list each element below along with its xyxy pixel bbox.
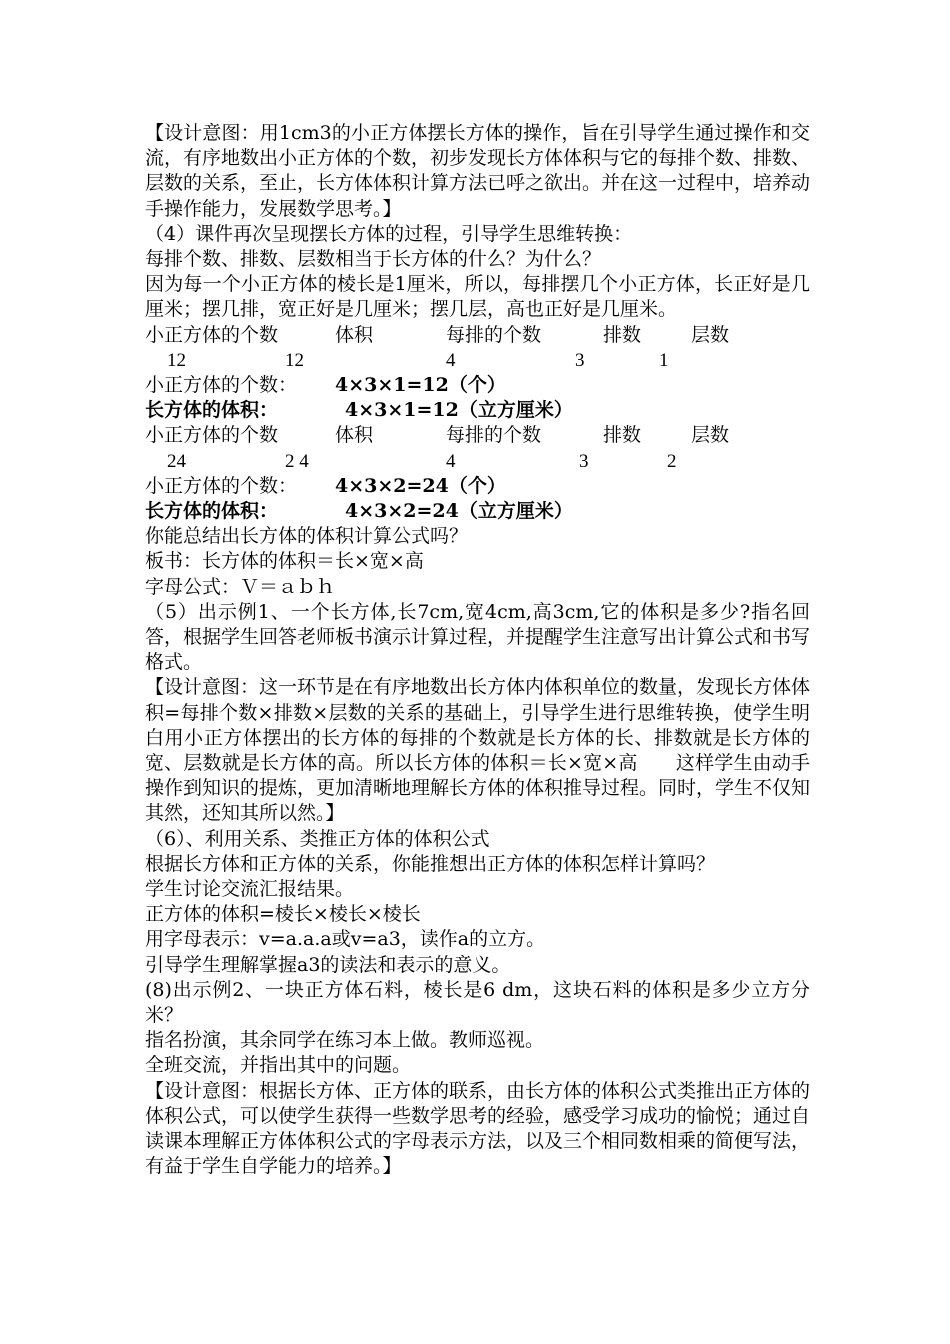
document-body <box>145 121 810 1179</box>
example-2-paragraph: (8)出示例2、一块正方体石料，棱长是6 dm，这块石料的体积是多少立方分米？ <box>145 978 810 1026</box>
table2-value-volume: 2 4 <box>285 450 309 472</box>
table2-value-rows: 3 <box>579 450 589 472</box>
count-label: 小正方体的个数： <box>145 474 298 497</box>
count-formula: 4×3×1=12（个） <box>335 374 506 396</box>
table1-header-row <box>145 323 810 348</box>
table2-value-count: 24 <box>167 450 186 472</box>
a3-meaning-line: 引导学生理解掌握a3的读法和表示的意义。 <box>145 953 511 976</box>
question-line: 每排个数、排数、层数相当于长方体的什么？为什么？ <box>145 248 602 271</box>
table2-header-layers: 层数 <box>691 424 730 447</box>
table1-header-count: 小正方体的个数 <box>145 323 279 346</box>
design-intent-paragraph-1: 【设计意图：用1cm3的小正方体摆长方体的操作，旨在引导学生通过操作和交流，有序地数出小正方体的个数，初步发现长方体体积与它的每排个数、排数、层数的关系，至止，长方体体积计算方法已呼之欲出。并在这一过程中，培养动手操作能力，发展数学思考。】 <box>145 122 811 220</box>
volume-formula-1 <box>145 398 810 423</box>
table1-value-row <box>145 348 810 373</box>
table2-header-per-row: 每排的个数 <box>446 424 542 447</box>
step-6-heading: （6）、利用关系、类推正方体的体积公式 <box>145 827 490 850</box>
cube-letter-formula: 用字母表示：v=a.a.a或v=a3，读作a的立方。 <box>145 928 546 951</box>
table1-value-per-row: 4 <box>446 349 456 371</box>
blackboard-formula: 板书：长方体的体积＝长×宽×高 <box>145 550 424 573</box>
practice-line: 指名扮演，其余同学在练习本上做。教师巡视。 <box>145 1029 545 1052</box>
table2-header-volume: 体积 <box>335 424 374 447</box>
design-intent-paragraph-2: 【设计意图：这一环节是在有序地数出长方体内体积单位的数量，发现长方体体积=每排个数×排数×层数的关系的基础上，引导学生进行思维转换，使学生明白用小正方体摆出的长方体的每排的个数就是长方体的长、排数就是长方体的宽、层数就是长方体的高。所以长方体的体积＝长×宽×高 这样学生由动手操作到知识的提炼，更加清晰地理解长方体的体积推导过程。同时，学生不仅知其然，还知其所以然。】 <box>145 676 811 825</box>
table2-header-row <box>145 423 810 448</box>
example-1-paragraph: （5）出示例1、一个长方体,长7cm,宽4cm,高3cm,它的体积是多少?指名回答，根据学生回答老师板书演示计算过程，并提醒学生注意写出计算公式和书写格式。 <box>145 600 811 674</box>
table2-header-rows: 排数 <box>603 424 642 447</box>
table2-value-row <box>145 449 810 474</box>
table1-header-rows: 排数 <box>603 323 642 346</box>
class-exchange-line: 全班交流，并指出其中的问题。 <box>145 1054 412 1077</box>
table1-value-count: 12 <box>167 349 186 371</box>
volume-formula: 4×3×2=24（立方厘米） <box>345 499 573 522</box>
step-4-heading: （4）课件再次呈现摆长方体的过程，引导学生思维转换： <box>145 222 633 245</box>
table1-header-layers: 层数 <box>691 323 730 346</box>
table1-header-per-row: 每排的个数 <box>446 323 542 346</box>
volume-formula-2 <box>145 499 810 524</box>
count-formula: 4×3×2=24（个） <box>335 474 506 497</box>
letter-formula: 字母公式：Ｖ＝ａｂｈ <box>145 575 336 598</box>
table1-header-volume: 体积 <box>335 323 374 346</box>
table2-value-layers: 2 <box>667 450 677 472</box>
summary-question: 你能总结出长方体的体积计算公式吗？ <box>145 525 469 548</box>
table1-value-volume: 12 <box>285 349 304 371</box>
count-formula-2 <box>145 474 810 499</box>
cube-volume-formula: 正方体的体积=棱长×棱长×棱长 <box>145 903 421 926</box>
table2-header-count: 小正方体的个数 <box>145 424 279 447</box>
volume-label: 长方体的体积： <box>145 499 279 522</box>
table2-value-per-row: 4 <box>446 450 456 472</box>
table1-value-rows: 3 <box>575 349 585 371</box>
volume-formula: 4×3×1=12（立方厘米） <box>345 399 573 422</box>
count-label: 小正方体的个数： <box>145 374 298 396</box>
volume-label: 长方体的体积： <box>145 399 279 422</box>
cube-question: 根据长方体和正方体的关系，你能推想出正方体的体积怎样计算吗？ <box>145 852 716 875</box>
explanation-paragraph: 因为每一个小正方体的棱长是1厘米，所以，每排摆几个小正方体，长正好是几厘米；摆几排，宽正好是几厘米；摆几层，高也正好是几厘米。 <box>145 273 810 321</box>
count-formula-1 <box>145 373 810 398</box>
discussion-line: 学生讨论交流汇报结果。 <box>145 877 355 900</box>
table1-value-layers: 1 <box>659 349 669 371</box>
design-intent-paragraph-3: 【设计意图：根据长方体、正方体的联系，由长方体的体积公式类推出正方体的体积公式，可以使学生获得一些数学思考的经验，感受学习成功的愉悦；通过自读课本理解正方体体积公式的字母表示方法，以及三个相同数相乘的简便写法，有益于学生自学能力的培养。】 <box>145 1079 811 1178</box>
